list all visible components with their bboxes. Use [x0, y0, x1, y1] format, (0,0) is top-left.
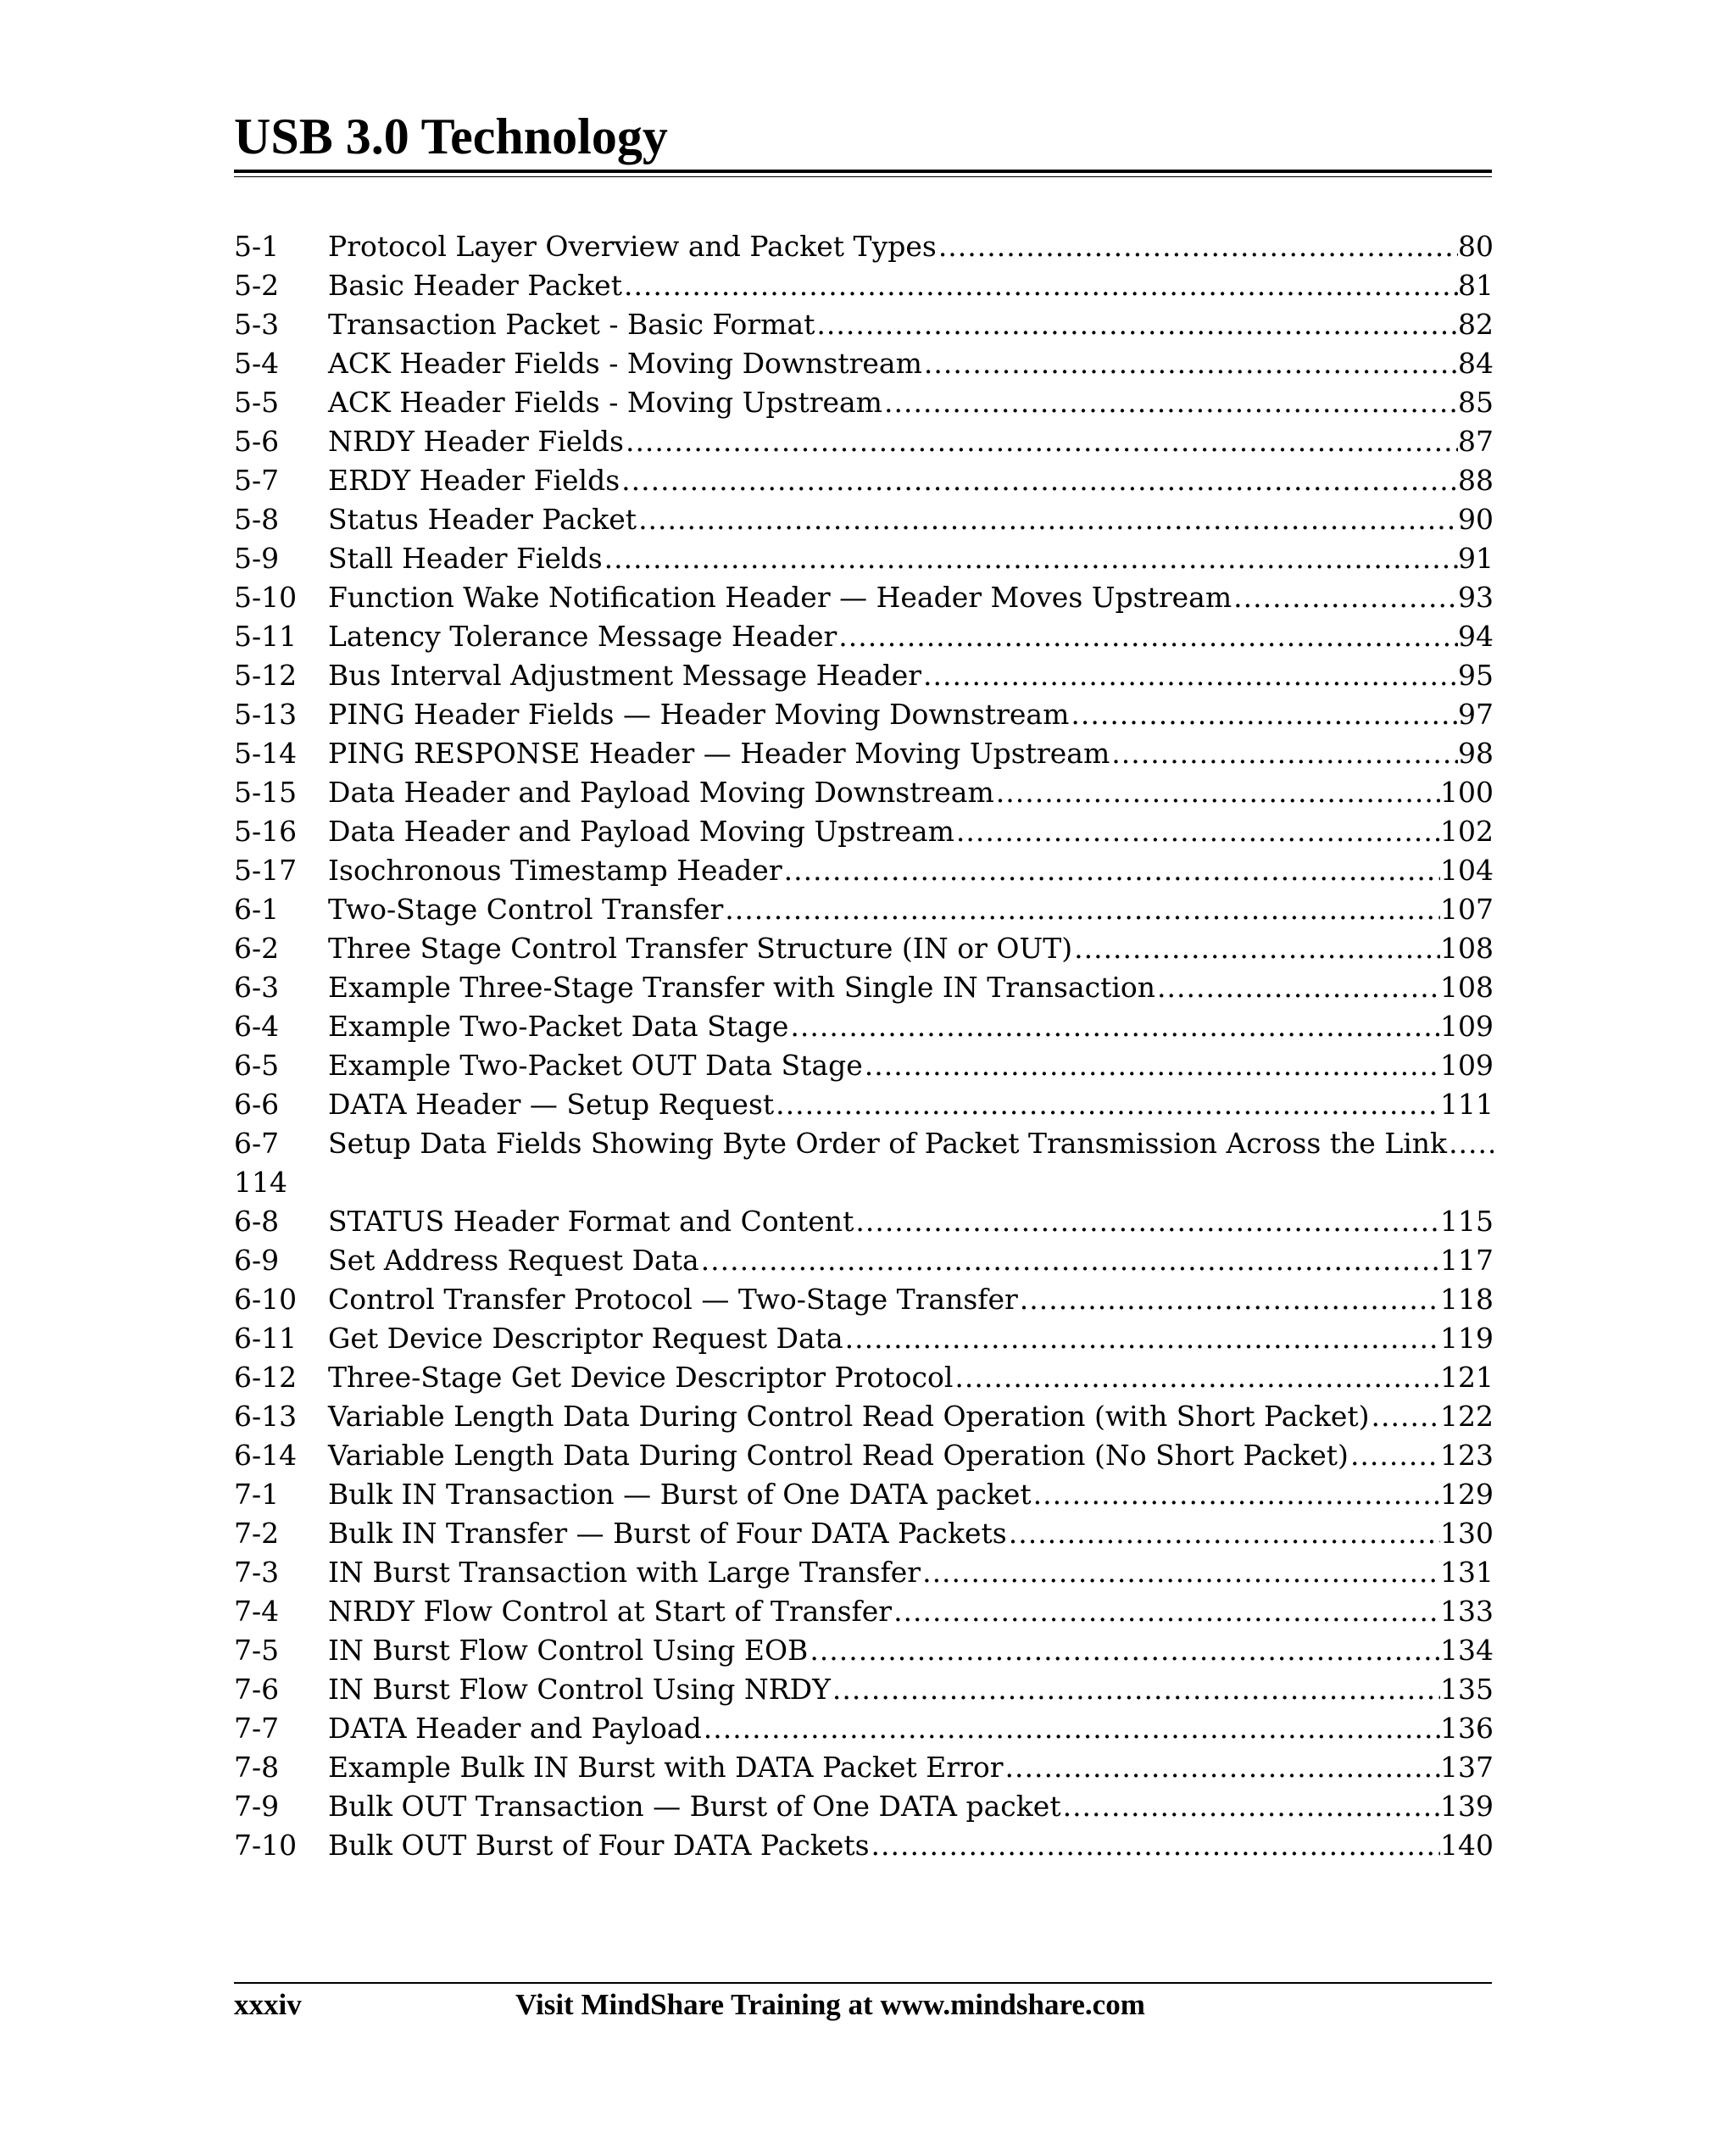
toc-entry-page: 117 — [1440, 1244, 1494, 1277]
toc-entry-page: 85 — [1458, 386, 1494, 419]
toc-entry-title: Example Two-Packet OUT Data Stage — [328, 1049, 863, 1082]
toc-entry-title: Three Stage Control Transfer Structure (IN or OUT) — [328, 932, 1073, 965]
toc-entry-leader — [603, 539, 1458, 578]
toc-entry — [234, 1397, 1494, 1436]
toc-entry-leader — [699, 1241, 1440, 1280]
toc-entry-leader — [1110, 734, 1458, 773]
toc-entry — [234, 1046, 1494, 1085]
toc-entry-title: IN Burst Flow Control Using NRDY — [328, 1673, 831, 1706]
toc-entry-number: 5-17 — [234, 854, 298, 887]
toc-entry-page: 87 — [1458, 425, 1494, 458]
toc-entry-title: Two-Stage Control Transfer — [328, 893, 724, 926]
toc-entry-leader — [937, 227, 1458, 266]
toc-entry-leader — [1370, 1397, 1440, 1436]
toc-entry — [234, 539, 1494, 578]
toc-entry-page: 95 — [1458, 659, 1494, 692]
toc-entry-page: 114 — [234, 1166, 287, 1199]
toc-entry-page: 98 — [1458, 737, 1494, 770]
toc-entry-title: Basic Header Packet — [328, 269, 622, 302]
toc-entry — [234, 1553, 1494, 1592]
toc-entry-leader — [1018, 1280, 1440, 1319]
toc-entry-leader — [620, 461, 1458, 500]
toc-entry — [234, 968, 1494, 1007]
toc-entry-leader — [882, 383, 1458, 422]
toc-entry — [234, 578, 1494, 617]
toc-entry-title: IN Burst Transaction with Large Transfer — [328, 1556, 921, 1589]
toc-entry-title: Get Device Descriptor Request Data — [328, 1322, 843, 1355]
toc-entry-number: 5-15 — [234, 776, 298, 809]
footer-rule — [234, 1982, 1492, 1984]
toc-entry-title: Control Transfer Protocol — Two-Stage Transfer — [328, 1283, 1018, 1316]
toc-entry — [234, 1124, 1494, 1202]
toc-entry — [234, 1319, 1494, 1358]
toc-entry-page: 137 — [1440, 1751, 1494, 1784]
toc-entry-page: 90 — [1458, 503, 1494, 536]
toc-entry-page: 97 — [1458, 698, 1494, 731]
toc-entry-leader — [854, 1202, 1440, 1241]
toc-entry-leader — [788, 1007, 1440, 1046]
toc-entry-title: Stall Header Fields — [328, 542, 603, 575]
toc-entry — [234, 695, 1494, 734]
toc-entry — [234, 461, 1494, 500]
toc-entry-page: 94 — [1458, 620, 1494, 653]
toc-entry-page: 131 — [1440, 1556, 1494, 1589]
toc-entry — [234, 344, 1494, 383]
toc-entry-leader — [1032, 1475, 1440, 1514]
toc-entry-number: 6-3 — [234, 971, 280, 1004]
toc-entry-leader — [870, 1826, 1440, 1865]
toc-entry-number: 5-11 — [234, 620, 298, 653]
toc-entry-number: 5-1 — [234, 230, 280, 263]
toc-entry — [234, 227, 1494, 266]
toc-entry-page: 135 — [1440, 1673, 1494, 1706]
toc-entry-number: 5-5 — [234, 386, 280, 419]
toc-entry-number: 6-8 — [234, 1205, 280, 1238]
toc-entry-title: IN Burst Flow Control Using EOB — [328, 1634, 809, 1667]
toc-entry — [234, 1358, 1494, 1397]
toc-entry-title: Data Header and Payload Moving Upstream — [328, 815, 954, 848]
toc-entry — [234, 1514, 1494, 1553]
toc-entry-page: 129 — [1440, 1478, 1494, 1511]
toc-entry-page: 109 — [1440, 1049, 1494, 1082]
toc-entry-number: 5-16 — [234, 815, 298, 848]
toc-entry — [234, 1787, 1494, 1826]
toc-entry-leader — [1069, 695, 1458, 734]
toc-entry-number: 7-8 — [234, 1751, 280, 1784]
toc-entry-page: 82 — [1458, 308, 1494, 341]
toc-entry-title: Transaction Packet - Basic Format — [328, 308, 815, 341]
toc-entry-title: Variable Length Data During Control Read Operation (with Short Packet) — [328, 1400, 1370, 1433]
toc-entry — [234, 773, 1494, 812]
toc-entry — [234, 1592, 1494, 1631]
toc-entry-number: 6-9 — [234, 1244, 280, 1277]
toc-entry-page: 104 — [1440, 854, 1494, 887]
toc-entry-leader — [1349, 1436, 1440, 1475]
toc-entry — [234, 1748, 1494, 1787]
toc-entry-title: Setup Data Fields Showing Byte Order of Packet Transmission Across the Link — [328, 1127, 1448, 1160]
toc-entry-leader — [1007, 1514, 1440, 1553]
toc-entry-title: Isochronous Timestamp Header — [328, 854, 782, 887]
toc-entry-number: 6-13 — [234, 1400, 298, 1433]
toc-entry-page: 133 — [1440, 1595, 1494, 1628]
toc-entry-page: 111 — [1440, 1088, 1494, 1121]
toc-entry-title: Example Three-Stage Transfer with Single IN Transaction — [328, 971, 1156, 1004]
toc-entry-title: DATA Header — Setup Request — [328, 1088, 775, 1121]
toc-entry-leader — [1155, 968, 1440, 1007]
toc-entry-title: Bulk IN Transaction — Burst of One DATA packet — [328, 1478, 1032, 1511]
toc-entry-title: Latency Tolerance Message Header — [328, 620, 837, 653]
toc-entry-number: 6-14 — [234, 1439, 298, 1472]
toc-entry-title: Bus Interval Adjustment Message Header — [328, 659, 922, 692]
toc-entry — [234, 1436, 1494, 1475]
toc-entry-leader — [1232, 578, 1458, 617]
toc-entry-leader — [637, 500, 1458, 539]
toc-entry-page: 81 — [1458, 269, 1494, 302]
toc-entry-leader — [994, 773, 1440, 812]
toc-entry-leader — [622, 266, 1458, 305]
toc-entry-number: 5-4 — [234, 347, 280, 380]
toc-entry — [234, 1241, 1494, 1280]
toc-entry-title: Example Two-Packet Data Stage — [328, 1010, 789, 1043]
toc-entry-number: 5-6 — [234, 425, 280, 458]
toc-entry — [234, 890, 1494, 929]
toc-entry-leader — [843, 1319, 1440, 1358]
toc-entry-number: 7-2 — [234, 1517, 280, 1550]
toc-entry-page: 93 — [1458, 581, 1494, 614]
toc-entry-page: 130 — [1440, 1517, 1494, 1550]
toc-entry-number: 7-1 — [234, 1478, 280, 1511]
toc-entry-page: 107 — [1440, 893, 1494, 926]
toc-entry — [234, 1709, 1494, 1748]
toc-entry-number: 6-4 — [234, 1010, 280, 1043]
toc-entry-page: 91 — [1458, 542, 1494, 575]
toc-entry-number: 5-7 — [234, 464, 280, 497]
toc-entry-page: 134 — [1440, 1634, 1494, 1667]
toc-entry-title: ERDY Header Fields — [328, 464, 620, 497]
toc-entry-page: 123 — [1440, 1439, 1494, 1472]
toc-entry-page: 100 — [1440, 776, 1494, 809]
toc-entry-title: ACK Header Fields - Moving Upstream — [328, 386, 882, 419]
toc-entry-leader — [1447, 1124, 1494, 1163]
footer-text: Visit MindShare Training at www.mindshare.com — [515, 1988, 1145, 2021]
toc-entry-page: 80 — [1458, 230, 1494, 263]
toc-entry-title: Function Wake Notification Header — Header Moves Upstream — [328, 581, 1232, 614]
toc-entry-leader — [953, 1358, 1440, 1397]
toc-entry — [234, 500, 1494, 539]
toc-entry — [234, 1670, 1494, 1709]
toc-entry-title: Data Header and Payload Moving Downstream — [328, 776, 994, 809]
toc-entry-number: 7-6 — [234, 1673, 280, 1706]
toc-entry-number: 5-12 — [234, 659, 298, 692]
toc-entry-leader — [808, 1631, 1440, 1670]
toc-entry-leader — [922, 344, 1458, 383]
toc-entry-title: PING RESPONSE Header — Header Moving Upstream — [328, 737, 1110, 770]
toc-entry-page: 102 — [1440, 815, 1494, 848]
toc-entry — [234, 1631, 1494, 1670]
toc-entry — [234, 1007, 1494, 1046]
toc-entry-page: 115 — [1440, 1205, 1494, 1238]
toc-entry — [234, 305, 1494, 344]
toc-entry — [234, 812, 1494, 851]
toc-entry-title: Three-Stage Get Device Descriptor Protocol — [328, 1361, 954, 1394]
toc-entry-number: 6-6 — [234, 1088, 280, 1121]
toc-entry-leader — [837, 617, 1458, 656]
toc-entry-number: 7-10 — [234, 1829, 298, 1862]
toc-entry-number: 7-9 — [234, 1790, 280, 1823]
toc-entry-leader — [723, 890, 1440, 929]
toc-entry-number: 7-3 — [234, 1556, 280, 1589]
toc-entry-number: 6-10 — [234, 1283, 298, 1316]
toc-entry-title: Example Bulk IN Burst with DATA Packet Error — [328, 1751, 1004, 1784]
toc-entry-number: 5-9 — [234, 542, 280, 575]
toc-entry — [234, 617, 1494, 656]
toc-entry-number: 5-10 — [234, 581, 298, 614]
toc-entry-title: PING Header Fields — Header Moving Downstream — [328, 698, 1070, 731]
page-title: USB 3.0 Technology — [234, 109, 668, 164]
toc-entry-page: 108 — [1440, 971, 1494, 1004]
toc-entry-leader — [954, 812, 1440, 851]
toc-entry-leader — [921, 1553, 1440, 1592]
toc-entry-number: 6-7 — [234, 1127, 280, 1160]
toc-entry — [234, 929, 1494, 968]
table-of-figures — [234, 227, 1494, 1865]
toc-entry-title: STATUS Header Format and Content — [328, 1205, 854, 1238]
toc-entry-leader — [921, 656, 1458, 695]
toc-entry-leader — [863, 1046, 1440, 1085]
toc-entry-number: 7-7 — [234, 1712, 280, 1745]
toc-entry-page: 121 — [1440, 1361, 1494, 1394]
toc-entry-number: 5-3 — [234, 308, 280, 341]
toc-entry-number: 6-5 — [234, 1049, 280, 1082]
toc-entry — [234, 266, 1494, 305]
toc-entry-title: Set Address Request Data — [328, 1244, 699, 1277]
toc-entry-number: 5-14 — [234, 737, 298, 770]
toc-entry-page: 88 — [1458, 464, 1494, 497]
toc-entry-page: 136 — [1440, 1712, 1494, 1745]
toc-entry-page: 108 — [1440, 932, 1494, 965]
toc-entry-leader — [1072, 929, 1440, 968]
toc-entry-leader — [702, 1709, 1440, 1748]
footer-page-number: xxxiv — [234, 1988, 302, 2021]
toc-entry-number: 6-12 — [234, 1361, 298, 1394]
toc-entry-title: ACK Header Fields - Moving Downstream — [328, 347, 922, 380]
toc-entry-title: Protocol Layer Overview and Packet Types — [328, 230, 937, 263]
toc-entry-page: 122 — [1440, 1400, 1494, 1433]
toc-entry-number: 6-1 — [234, 893, 280, 926]
toc-entry-page: 118 — [1440, 1283, 1494, 1316]
toc-entry-number: 5-13 — [234, 698, 298, 731]
toc-entry — [234, 1475, 1494, 1514]
toc-entry — [234, 422, 1494, 461]
toc-entry-leader — [815, 305, 1458, 344]
toc-entry-title: Bulk IN Transfer — Burst of Four DATA Packets — [328, 1517, 1007, 1550]
toc-entry-leader — [1061, 1787, 1440, 1826]
toc-entry-number: 7-4 — [234, 1595, 280, 1628]
toc-entry — [234, 1280, 1494, 1319]
toc-entry-title: Bulk OUT Transaction — Burst of One DATA packet — [328, 1790, 1061, 1823]
toc-entry-title: DATA Header and Payload — [328, 1712, 702, 1745]
toc-entry — [234, 1085, 1494, 1124]
toc-entry-number: 7-5 — [234, 1634, 280, 1667]
toc-entry-title: NRDY Flow Control at Start of Transfer — [328, 1595, 893, 1628]
toc-entry — [234, 383, 1494, 422]
header-rule-thick — [234, 170, 1492, 173]
toc-entry-number: 6-11 — [234, 1322, 298, 1355]
toc-entry-title: Variable Length Data During Control Read Operation (No Short Packet) — [328, 1439, 1349, 1472]
toc-entry-title: NRDY Header Fields — [328, 425, 624, 458]
toc-entry-leader — [831, 1670, 1440, 1709]
toc-entry-page: 84 — [1458, 347, 1494, 380]
toc-entry — [234, 851, 1494, 890]
toc-entry-page: 119 — [1440, 1322, 1494, 1355]
toc-entry-number: 5-2 — [234, 269, 280, 302]
toc-entry-page: 140 — [1440, 1829, 1494, 1862]
toc-entry-title: Status Header Packet — [328, 503, 637, 536]
toc-entry — [234, 1202, 1494, 1241]
toc-entry-leader — [782, 851, 1440, 890]
toc-entry — [234, 656, 1494, 695]
toc-entry-title: Bulk OUT Burst of Four DATA Packets — [328, 1829, 870, 1862]
header-rule-thin — [234, 176, 1492, 177]
toc-entry-leader — [892, 1592, 1440, 1631]
toc-entry — [234, 734, 1494, 773]
toc-entry-number: 5-8 — [234, 503, 280, 536]
toc-entry-leader — [624, 422, 1458, 461]
toc-entry-leader — [1004, 1748, 1440, 1787]
toc-entry-page: 109 — [1440, 1010, 1494, 1043]
toc-entry-number: 6-2 — [234, 932, 280, 965]
toc-entry-page: 139 — [1440, 1790, 1494, 1823]
toc-entry-leader — [774, 1085, 1440, 1124]
toc-entry — [234, 1826, 1494, 1865]
